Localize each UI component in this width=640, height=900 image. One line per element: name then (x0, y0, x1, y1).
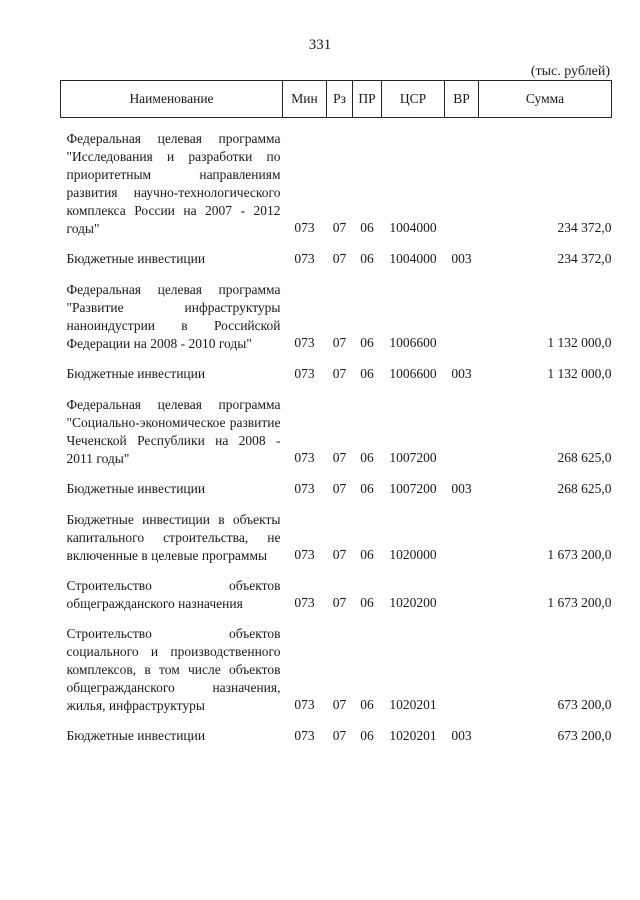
row-csr: 1004000 (389, 251, 437, 266)
budget-table (60, 80, 612, 746)
row-name: Бюджетные инвестиции (66, 366, 206, 381)
row-vr (445, 118, 479, 239)
row-rz: 07 (332, 251, 347, 266)
row-vr (445, 396, 479, 468)
row-pr: 06 (360, 547, 374, 562)
row-pr: 06 (360, 450, 374, 465)
row-min: 073 (294, 220, 315, 235)
row-sum: 1 673 200,0 (547, 547, 612, 562)
row-csr: 1020000 (389, 547, 437, 562)
row-pr: 06 (360, 335, 374, 350)
row-spacer (61, 715, 612, 727)
table-row (61, 577, 612, 613)
row-sum: 268 625,0 (557, 481, 612, 496)
header-name: Наименование (61, 81, 283, 118)
row-vr (445, 281, 479, 353)
row-vr: 003 (451, 366, 472, 381)
row-pr: 06 (360, 220, 374, 235)
row-pr: 06 (360, 728, 374, 743)
header-csr: ЦСР (382, 81, 445, 118)
row-sum: 1 132 000,0 (547, 366, 612, 381)
row-name: Федеральная целевая программа "Исследования и разработки по приоритетным направлениям развития научно-технологического комплекса России на 2007 - 2012 годы" (66, 131, 281, 236)
row-pr: 06 (360, 481, 374, 496)
row-name: Бюджетные инвестиции (66, 481, 206, 496)
row-min: 073 (294, 481, 315, 496)
row-rz: 07 (332, 547, 347, 562)
row-pr: 06 (360, 251, 374, 266)
table-row (61, 281, 612, 353)
row-vr (445, 577, 479, 613)
row-csr: 1006600 (389, 366, 437, 381)
row-pr: 06 (360, 595, 374, 610)
row-vr (445, 511, 479, 565)
row-spacer (61, 499, 612, 511)
table-row (61, 511, 612, 565)
row-vr: 003 (451, 481, 472, 496)
row-rz: 07 (332, 366, 347, 381)
row-min: 073 (294, 595, 315, 610)
header-pr: ПР (353, 81, 382, 118)
row-spacer (61, 353, 612, 365)
row-min: 073 (294, 697, 315, 712)
row-rz: 07 (332, 595, 347, 610)
row-vr (445, 625, 479, 715)
row-rz: 07 (332, 728, 347, 743)
row-name: Федеральная целевая программа "Развитие инфраструктуры наноиндустрии в Российской Федерации на 2008 - 2010 годы" (66, 282, 281, 351)
row-spacer (61, 269, 612, 281)
table-row (61, 250, 612, 269)
row-rz: 07 (332, 335, 347, 350)
row-spacer (61, 468, 612, 480)
row-pr: 06 (360, 366, 374, 381)
row-sum: 673 200,0 (557, 697, 612, 712)
header-min: Мин (283, 81, 327, 118)
row-name: Бюджетные инвестиции (66, 251, 206, 266)
row-sum: 268 625,0 (557, 450, 612, 465)
table-row (61, 727, 612, 746)
row-spacer (61, 238, 612, 250)
row-spacer (61, 384, 612, 396)
row-sum: 673 200,0 (557, 728, 612, 743)
row-min: 073 (294, 547, 315, 562)
table-row (61, 396, 612, 468)
row-vr: 003 (451, 728, 472, 743)
table-row (61, 365, 612, 384)
header-vr: ВР (445, 81, 479, 118)
row-name: Строительство объектов общегражданского назначения (66, 578, 281, 611)
row-csr: 1007200 (389, 450, 437, 465)
row-min: 073 (294, 728, 315, 743)
row-name: Бюджетные инвестиции в объекты капитального строительства, не включенные в целевые программы (66, 512, 281, 563)
table-row (61, 118, 612, 239)
row-sum: 1 673 200,0 (547, 595, 612, 610)
row-rz: 07 (332, 481, 347, 496)
row-min: 073 (294, 366, 315, 381)
row-sum: 234 372,0 (557, 220, 612, 235)
table-body (61, 118, 612, 747)
page-number: 331 (308, 37, 332, 53)
row-rz: 07 (332, 220, 347, 235)
row-min: 073 (294, 251, 315, 266)
row-csr: 1020201 (389, 728, 437, 743)
row-spacer (61, 613, 612, 625)
row-vr: 003 (451, 251, 472, 266)
row-sum: 1 132 000,0 (547, 335, 612, 350)
row-csr: 1006600 (389, 335, 437, 350)
row-min: 073 (294, 450, 315, 465)
row-sum: 234 372,0 (557, 251, 612, 266)
row-csr: 1007200 (389, 481, 437, 496)
units-label: (тыс. рублей) (530, 64, 610, 79)
row-spacer (61, 565, 612, 577)
table-row (61, 625, 612, 715)
row-csr: 1020200 (389, 595, 437, 610)
row-csr: 1020201 (389, 697, 437, 712)
table-header-row (61, 81, 612, 118)
table-row (61, 480, 612, 499)
row-csr: 1004000 (389, 220, 437, 235)
row-rz: 07 (332, 450, 347, 465)
row-min: 073 (294, 335, 315, 350)
row-rz: 07 (332, 697, 347, 712)
row-name: Строительство объектов социального и производственного комплексов, в том числе объектов общегражданского назначения, жилья, инфраструктуры (66, 626, 281, 713)
row-name: Федеральная целевая программа "Социально-экономическое развитие Чеченской Республики на 2008 - 2011 годы" (66, 397, 281, 466)
header-rz: Рз (327, 81, 353, 118)
row-name: Бюджетные инвестиции (66, 728, 206, 743)
header-sum: Сумма (479, 81, 612, 118)
row-pr: 06 (360, 697, 374, 712)
